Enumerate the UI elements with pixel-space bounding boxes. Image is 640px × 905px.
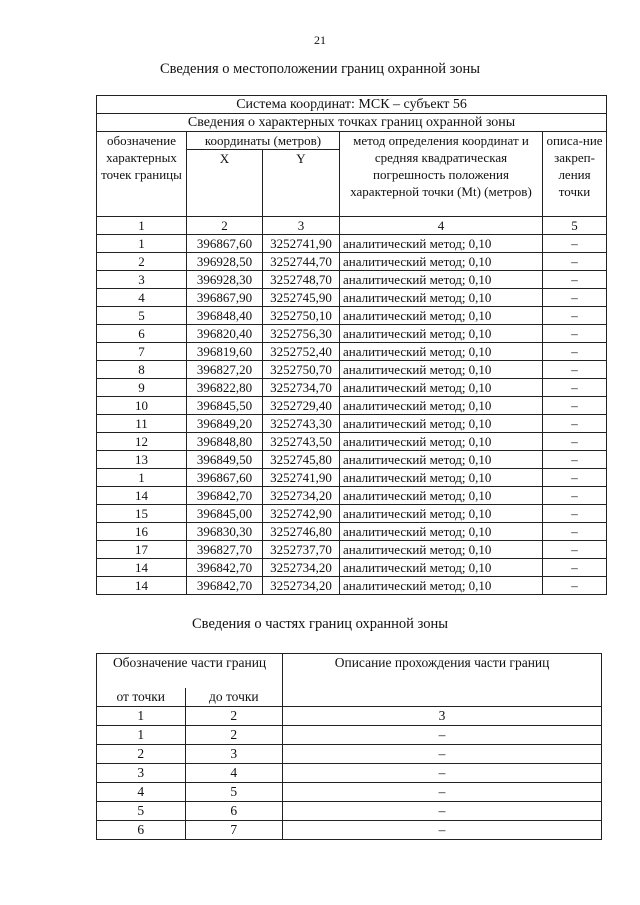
- description-cell: –: [543, 577, 607, 595]
- table-row: [97, 433, 607, 451]
- parts-column-number-row: [97, 707, 602, 726]
- point-number-cell: 14: [97, 559, 187, 577]
- table-row: [97, 361, 607, 379]
- to-point-cell: 7: [185, 821, 283, 840]
- table-row: [97, 415, 607, 433]
- point-number-cell: 5: [97, 307, 187, 325]
- description-cell: –: [543, 469, 607, 487]
- x-coordinate-cell: 396822,80: [187, 379, 263, 397]
- method-cell: аналитический метод; 0,10: [340, 253, 543, 271]
- to-point-cell: 5: [185, 783, 283, 802]
- method-cell: аналитический метод; 0,10: [340, 343, 543, 361]
- y-coordinate-cell: 3252734,20: [263, 487, 340, 505]
- y-coordinate-cell: 3252743,50: [263, 433, 340, 451]
- description-cell: –: [543, 325, 607, 343]
- description-cell: –: [543, 505, 607, 523]
- point-number-cell: 8: [97, 361, 187, 379]
- point-number-cell: 12: [97, 433, 187, 451]
- designation-header: обозначение характерных точек границы: [97, 132, 187, 217]
- method-cell: аналитический метод; 0,10: [340, 433, 543, 451]
- x-coordinate-cell: 396819,60: [187, 343, 263, 361]
- table-row: [97, 343, 607, 361]
- column-number: 1: [97, 217, 187, 235]
- x-coordinate-cell: 396845,50: [187, 397, 263, 415]
- method-cell: аналитический метод; 0,10: [340, 325, 543, 343]
- y-coordinate-cell: 3252745,80: [263, 451, 340, 469]
- to-point-cell: 4: [185, 764, 283, 783]
- part-description-cell: –: [283, 802, 602, 821]
- point-number-cell: 9: [97, 379, 187, 397]
- method-cell: аналитический метод; 0,10: [340, 505, 543, 523]
- y-coordinate-cell: 3252744,70: [263, 253, 340, 271]
- table-row: [97, 487, 607, 505]
- method-cell: аналитический метод; 0,10: [340, 289, 543, 307]
- from-point-cell: 4: [97, 783, 186, 802]
- x-coordinate-cell: 396867,90: [187, 289, 263, 307]
- table-row: [97, 253, 607, 271]
- method-cell: аналитический метод; 0,10: [340, 469, 543, 487]
- description-cell: –: [543, 523, 607, 541]
- y-coordinate-cell: 3252734,20: [263, 559, 340, 577]
- from-point-cell: 6: [97, 821, 186, 840]
- table-row: [97, 802, 602, 821]
- part-designation-header: Обозначение части границ: [97, 654, 283, 689]
- part-description-cell: –: [283, 821, 602, 840]
- point-number-cell: 2: [97, 253, 187, 271]
- x-coordinate-cell: 396842,70: [187, 487, 263, 505]
- part-description-header: Описание прохождения части границ: [283, 654, 602, 707]
- point-number-cell: 1: [97, 469, 187, 487]
- table-row: [97, 397, 607, 415]
- y-coordinate-cell: 3252745,90: [263, 289, 340, 307]
- table-row: [97, 764, 602, 783]
- point-number-cell: 1: [97, 235, 187, 253]
- column-number: 3: [283, 707, 602, 726]
- description-cell: –: [543, 289, 607, 307]
- x-coordinate-cell: 396830,30: [187, 523, 263, 541]
- points-info-header: Сведения о характерных точках границ охранной зоны: [97, 114, 607, 132]
- method-cell: аналитический метод; 0,10: [340, 379, 543, 397]
- table-row: [97, 559, 607, 577]
- method-cell: аналитический метод; 0,10: [340, 577, 543, 595]
- table-row: [97, 541, 607, 559]
- y-coordinate-cell: 3252750,10: [263, 307, 340, 325]
- to-point-header: до точки: [185, 688, 283, 707]
- x-coordinate-cell: 396928,30: [187, 271, 263, 289]
- point-number-cell: 15: [97, 505, 187, 523]
- y-coordinate-cell: 3252750,70: [263, 361, 340, 379]
- point-number-cell: 6: [97, 325, 187, 343]
- point-number-cell: 7: [97, 343, 187, 361]
- point-number-cell: 17: [97, 541, 187, 559]
- y-coordinate-cell: 3252746,80: [263, 523, 340, 541]
- y-coordinate-cell: 3252741,90: [263, 235, 340, 253]
- from-point-cell: 2: [97, 745, 186, 764]
- method-header: метод определения координат и средняя квадратическая погрешность положения характерной точки (Mt) (метров): [340, 132, 543, 217]
- method-cell: аналитический метод; 0,10: [340, 307, 543, 325]
- coordinates-table: [96, 95, 607, 595]
- x-coordinate-cell: 396842,70: [187, 577, 263, 595]
- y-coordinate-cell: 3252734,20: [263, 577, 340, 595]
- description-cell: –: [543, 361, 607, 379]
- y-coordinate-cell: 3252748,70: [263, 271, 340, 289]
- x-coordinate-cell: 396849,50: [187, 451, 263, 469]
- from-point-cell: 3: [97, 764, 186, 783]
- part-description-cell: –: [283, 745, 602, 764]
- section-title-location: Сведения о местоположении границ охранной зоны: [159, 61, 480, 77]
- to-point-cell: 3: [185, 745, 283, 764]
- x-coordinate-cell: 396849,20: [187, 415, 263, 433]
- method-cell: аналитический метод; 0,10: [340, 559, 543, 577]
- point-number-cell: 13: [97, 451, 187, 469]
- column-number-row: [97, 217, 607, 235]
- y-coordinate-cell: 3252737,70: [263, 541, 340, 559]
- table-row: [97, 726, 602, 745]
- table-row: [97, 235, 607, 253]
- table-row: [97, 325, 607, 343]
- page-number: 21: [314, 33, 326, 47]
- y-coordinate-cell: 3252752,40: [263, 343, 340, 361]
- table-row: [97, 505, 607, 523]
- description-cell: –: [543, 343, 607, 361]
- method-cell: аналитический метод; 0,10: [340, 541, 543, 559]
- point-number-cell: 16: [97, 523, 187, 541]
- point-number-cell: 14: [97, 487, 187, 505]
- y-header: Y: [263, 150, 340, 217]
- part-description-cell: –: [283, 726, 602, 745]
- x-coordinate-cell: 396848,80: [187, 433, 263, 451]
- x-header: X: [187, 150, 263, 217]
- y-coordinate-cell: 3252734,70: [263, 379, 340, 397]
- table-row: [97, 523, 607, 541]
- x-coordinate-cell: 396827,70: [187, 541, 263, 559]
- y-coordinate-cell: 3252729,40: [263, 397, 340, 415]
- section-title-parts: Сведения о частях границ охранной зоны: [192, 616, 448, 632]
- part-description-cell: –: [283, 764, 602, 783]
- part-description-cell: –: [283, 783, 602, 802]
- table-row: [97, 783, 602, 802]
- x-coordinate-cell: 396845,00: [187, 505, 263, 523]
- x-coordinate-cell: 396842,70: [187, 559, 263, 577]
- description-cell: –: [543, 235, 607, 253]
- x-coordinate-cell: 396820,40: [187, 325, 263, 343]
- description-cell: –: [543, 271, 607, 289]
- from-point-header: от точки: [97, 688, 186, 707]
- method-cell: аналитический метод; 0,10: [340, 361, 543, 379]
- description-cell: –: [543, 559, 607, 577]
- description-cell: –: [543, 541, 607, 559]
- table-row: [97, 469, 607, 487]
- to-point-cell: 6: [185, 802, 283, 821]
- point-number-cell: 14: [97, 577, 187, 595]
- to-point-cell: 2: [185, 726, 283, 745]
- point-number-cell: 11: [97, 415, 187, 433]
- y-coordinate-cell: 3252741,90: [263, 469, 340, 487]
- x-coordinate-cell: 396867,60: [187, 235, 263, 253]
- table-row: [97, 577, 607, 595]
- method-cell: аналитический метод; 0,10: [340, 271, 543, 289]
- table-row: [97, 745, 602, 764]
- column-number: 5: [543, 217, 607, 235]
- y-coordinate-cell: 3252756,30: [263, 325, 340, 343]
- column-number: 4: [340, 217, 543, 235]
- x-coordinate-cell: 396867,60: [187, 469, 263, 487]
- description-cell: –: [543, 433, 607, 451]
- table-row: [97, 271, 607, 289]
- description-cell: –: [543, 415, 607, 433]
- point-number-cell: 10: [97, 397, 187, 415]
- from-point-cell: 1: [97, 726, 186, 745]
- x-coordinate-cell: 396928,50: [187, 253, 263, 271]
- column-number: 2: [187, 217, 263, 235]
- method-cell: аналитический метод; 0,10: [340, 451, 543, 469]
- y-coordinate-cell: 3252743,30: [263, 415, 340, 433]
- method-cell: аналитический метод; 0,10: [340, 235, 543, 253]
- y-coordinate-cell: 3252742,90: [263, 505, 340, 523]
- description-header: описа-ние закреп-ления точки: [543, 132, 607, 217]
- column-number: 3: [263, 217, 340, 235]
- table-row: [97, 379, 607, 397]
- table-row: [97, 307, 607, 325]
- coordinate-system-header: Система координат: МСК – субъект 56: [97, 96, 607, 114]
- description-cell: –: [543, 397, 607, 415]
- method-cell: аналитический метод; 0,10: [340, 415, 543, 433]
- description-cell: –: [543, 307, 607, 325]
- from-point-cell: 5: [97, 802, 186, 821]
- description-cell: –: [543, 451, 607, 469]
- method-cell: аналитический метод; 0,10: [340, 397, 543, 415]
- x-coordinate-cell: 396848,40: [187, 307, 263, 325]
- method-cell: аналитический метод; 0,10: [340, 487, 543, 505]
- column-number: 1: [97, 707, 186, 726]
- x-coordinate-cell: 396827,20: [187, 361, 263, 379]
- point-number-cell: 3: [97, 271, 187, 289]
- table-row: [97, 451, 607, 469]
- description-cell: –: [543, 487, 607, 505]
- description-cell: –: [543, 253, 607, 271]
- method-cell: аналитический метод; 0,10: [340, 523, 543, 541]
- coordinates-header: координаты (метров): [187, 132, 340, 150]
- parts-table: [96, 653, 602, 840]
- description-cell: –: [543, 379, 607, 397]
- point-number-cell: 4: [97, 289, 187, 307]
- table-row: [97, 289, 607, 307]
- column-number: 2: [185, 707, 283, 726]
- table-row: [97, 821, 602, 840]
